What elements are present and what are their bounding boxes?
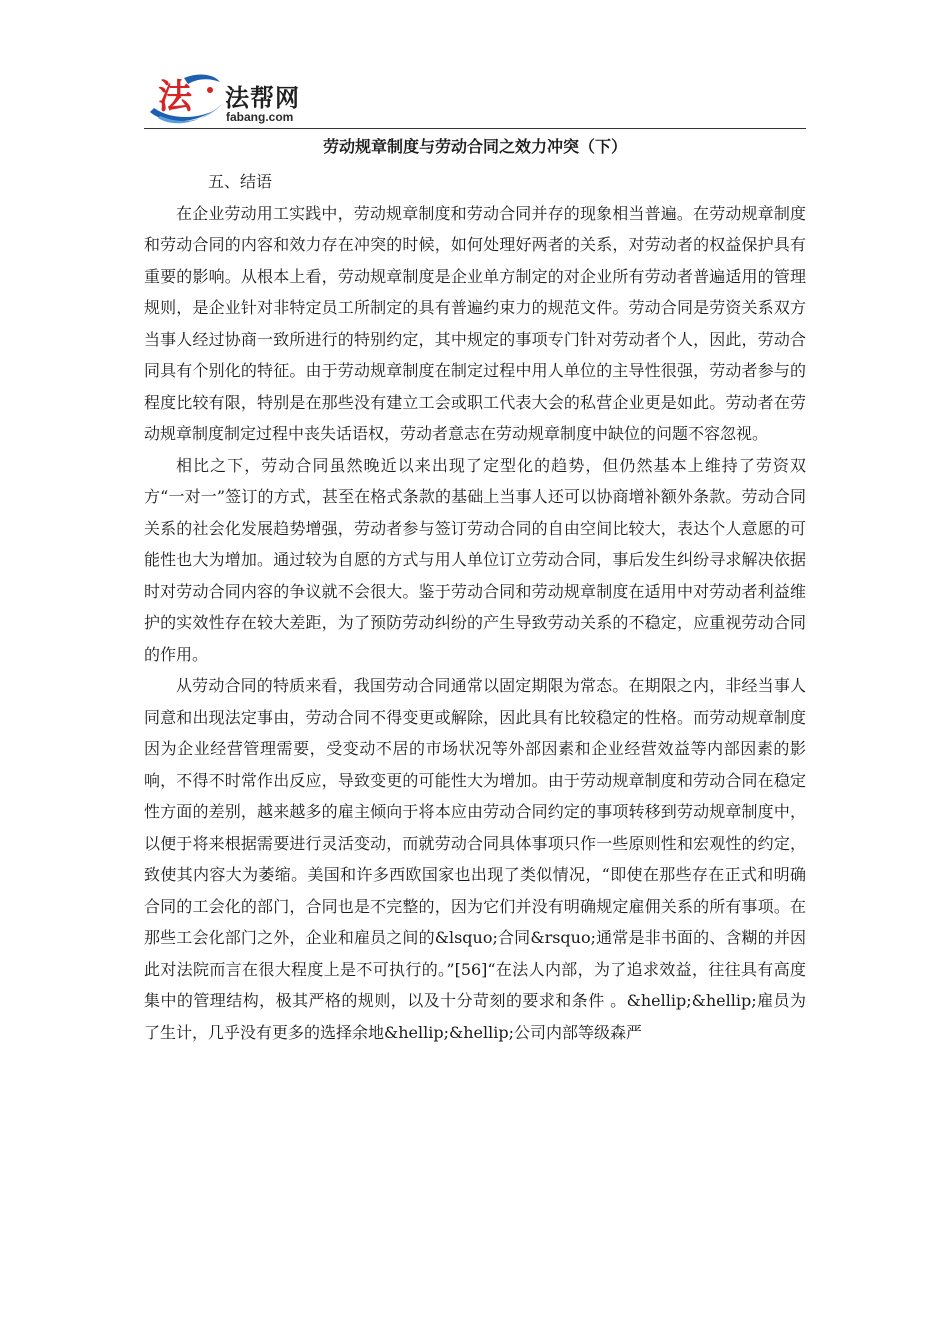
header-divider — [144, 128, 806, 129]
body-paragraph: 从劳动合同的特质来看，我国劳动合同通常以固定期限为常态。在期限之内，非经当事人同意和出现法定事由，劳动合同不得变更或解除，因此具有比较稳定的性格。而劳动规章制度因为企业经营管理需要，受变动不居的市场状况等外部因素和企业经营效益等内部因素的影响，不得不时常作出反应，导致变更的可能性大为增加。由于劳动规章制度和劳动合同在稳定性方面的差别，越来越多的雇主倾向于将本应由劳动合同约定的事项转移到劳动规章制度中，以便于将来根据需要进行灵活变动，而就劳动合同具体事项只作一些原则性和宏观性的约定，致使其内容大为萎缩。美国和许多西欧国家也出现了类似情况，“即使在那些存在正式和明确合同的工会化的部门，合同也是不完整的，因为它们并没有明确规定雇佣关系的所有事项。在那些工会化部门之外，企业和雇员之间的&lsquo;合同&rsquo;通常是非书面的、含糊的并因此对法院而言在很大程度上是不可执行的。”[56]“在法人内部，为了追求效益，往往具有高度集中的管理结构，极其严格的规则，以及十分苛刻的要求和条件 。&hellip;&hellip;雇员为了生计，几乎没有更多的选择余地&hellip;&hellip;公司内部等级森严 — [144, 676, 806, 1042]
body-paragraph: 在企业劳动用工实践中，劳动规章制度和劳动合同并存的现象相当普遍。在劳动规章制度和劳动合同的内容和效力存在冲突的时候，如何处理好两者的关系，对劳动者的权益保护具有重要的影响。从根本上看，劳动规章制度是企业单方制定的对企业所有劳动者普遍适用的管理规则，是企业针对非特定员工所制定的具有普遍约束力的规范文件。劳动合同是劳资关系双方当事人经过协商一致所进行的特别约定，其中规定的事项专门针对劳动者个人，因此，劳动合同具有个别化的特征。由于劳动规章制度在制定过程中用人单位的主导性很强，劳动者参与的程度比较有限，特别是在那些没有建立工会或职工代表大会的私营企业更是如此。劳动者在劳动规章制度制定过程中丧失话语权，劳动者意志在劳动规章制度中缺位的问题不容忽视。 — [144, 203, 806, 443]
site-header — [144, 66, 806, 128]
document-body — [144, 166, 806, 1048]
fabang-logo-icon — [144, 68, 226, 130]
logo-domain: fabang.com — [226, 110, 294, 124]
logo-glyph: 法 — [158, 77, 192, 117]
logo-name: 法帮网 — [225, 84, 300, 112]
document-title: 劳动规章制度与劳动合同之效力冲突（下） — [322, 137, 627, 156]
section-heading: 五、结语 — [208, 172, 273, 191]
body-paragraph: 相比之下，劳动合同虽然晚近以来出现了定型化的趋势，但仍然基本上维持了劳资双方“一对一”签订的方式，甚至在格式条款的基础上当事人还可以协商增补额外条款。劳动合同关系的社会化发展趋势增强，劳动者参与签订劳动合同的自由空间比较大，表达个人意愿的可能性也大为增加。通过较为自愿的方式与用人单位订立劳动合同，事后发生纠纷寻求解决依据时对劳动合同内容的争议就不会很大。鉴于劳动合同和劳动规章制度在适用中对劳动者利益维护的实效性存在较大差距，为了预防劳动纠纷的产生导致劳动关系的不稳定，应重视劳动合同的作用。 — [144, 455, 806, 664]
